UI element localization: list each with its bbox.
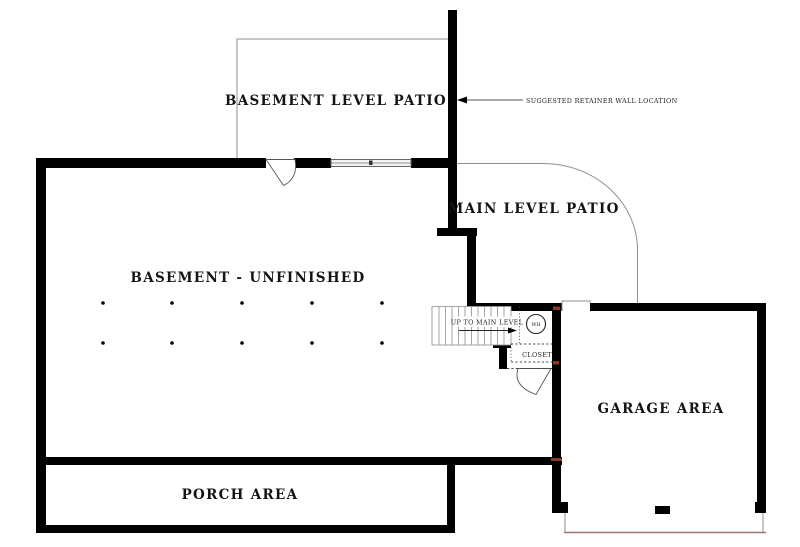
retainer-wall bbox=[448, 10, 457, 233]
garage-front bbox=[564, 506, 766, 533]
stairs-label: UP TO MAIN LEVEL bbox=[450, 318, 524, 327]
closet-area bbox=[507, 344, 552, 369]
patio-door-swing bbox=[266, 160, 296, 186]
support-columns bbox=[101, 301, 384, 345]
basement-level-patio-label: BASEMENT LEVEL PATIO bbox=[224, 93, 448, 109]
window bbox=[331, 160, 411, 167]
retainer-wall-note: SUGGESTED RETAINER WALL LOCATION bbox=[526, 97, 678, 105]
water-heater-label: WH bbox=[531, 323, 541, 328]
main-level-patio-outline bbox=[457, 164, 638, 304]
water-heater-area bbox=[520, 307, 546, 344]
porch-label: PORCH AREA bbox=[181, 487, 299, 503]
main-level-patio-label: MAIN LEVEL PATIO bbox=[448, 201, 620, 217]
staircase bbox=[432, 307, 524, 346]
window-mullion-tick bbox=[369, 161, 373, 166]
garage-door-marker bbox=[655, 506, 670, 514]
leader-arrowhead-icon bbox=[457, 97, 467, 104]
garage-wall-notch bbox=[562, 301, 590, 311]
garage-label: GARAGE AREA bbox=[597, 401, 725, 417]
basement-label: BASEMENT - UNFINISHED bbox=[130, 270, 366, 286]
closet-label: CLOSET bbox=[522, 351, 552, 359]
closet-door-swing bbox=[517, 369, 551, 395]
retainer-wall-leader bbox=[457, 97, 523, 104]
